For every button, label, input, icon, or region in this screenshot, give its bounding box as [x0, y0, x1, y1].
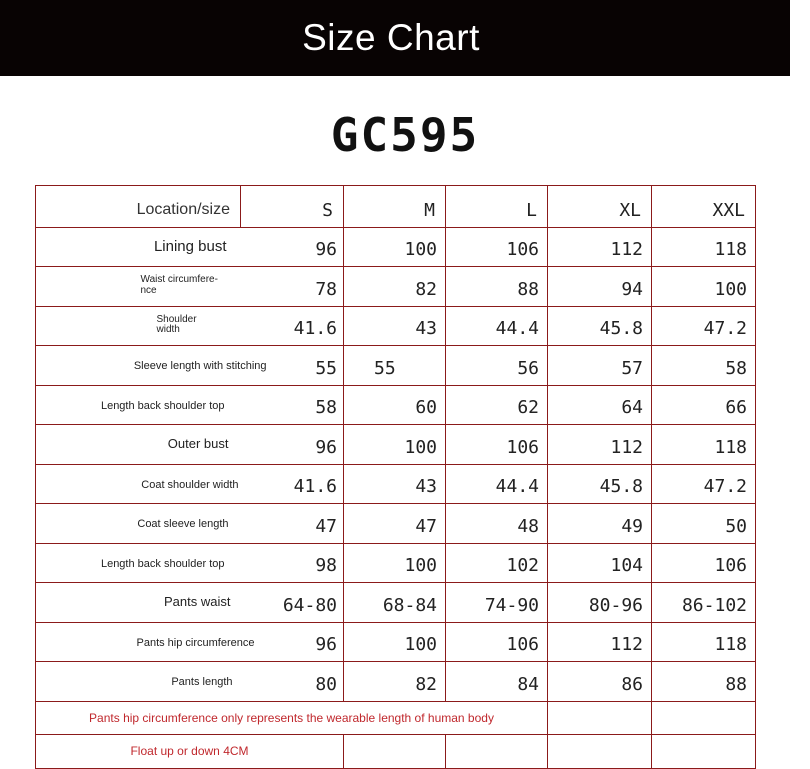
row-label-cell	[36, 346, 267, 386]
table-cell: 106	[652, 543, 756, 583]
table-cell: 80-96	[548, 583, 652, 623]
row-label: Pants hip circumference	[136, 636, 255, 649]
table-cell: 106	[446, 227, 548, 267]
row-label: Sleeve length with stitching	[133, 360, 267, 373]
note-row	[36, 701, 756, 735]
table-cell: 100	[344, 543, 446, 583]
table-cell: 58	[241, 385, 344, 425]
table-row	[36, 306, 756, 346]
empty-cell	[652, 735, 756, 769]
header-bar	[0, 0, 790, 76]
table-cell: 100	[344, 425, 446, 465]
table-cell: 68-84	[344, 583, 446, 623]
table-cell: 106	[446, 622, 548, 662]
table-cell: 84	[446, 662, 548, 702]
table-cell: 96	[241, 622, 344, 662]
page-title: Size Chart	[302, 17, 480, 58]
row-label: Pants length	[171, 676, 233, 689]
table-cell: 112	[548, 622, 652, 662]
table-cell: 78	[241, 267, 344, 307]
row-label: Coat sleeve length	[137, 518, 229, 531]
table-cell: 86-102	[652, 583, 756, 623]
row-label-cell	[36, 306, 241, 346]
size-header-s: S	[241, 186, 344, 228]
table-cell: 45.8	[548, 464, 652, 504]
table-cell: 47	[241, 504, 344, 544]
table-cell: 44.4	[446, 306, 548, 346]
empty-cell	[548, 701, 652, 735]
size-chart-table	[35, 185, 756, 769]
table-cell: 66	[652, 385, 756, 425]
table-cell: 47.2	[652, 464, 756, 504]
note-hip-circumference: Pants hip circumference only represents the wearable length of human body	[36, 701, 548, 735]
table-cell: 41.6	[241, 464, 344, 504]
note-row	[36, 735, 756, 769]
table-row	[36, 543, 756, 583]
empty-cell	[548, 735, 652, 769]
table-cell: 55	[241, 346, 344, 386]
size-header-xxl: XXL	[652, 186, 756, 228]
table-cell: 45.8	[548, 306, 652, 346]
table-cell: 82	[344, 662, 446, 702]
empty-cell	[446, 735, 548, 769]
size-header-xl: XL	[548, 186, 652, 228]
table-cell: 57	[548, 346, 652, 386]
row-label: Outer bust	[167, 436, 229, 452]
row-label: Lining bust	[153, 237, 227, 255]
table-row	[36, 583, 756, 623]
table-cell: 106	[446, 425, 548, 465]
empty-cell	[344, 735, 446, 769]
table-cell: 47.2	[652, 306, 756, 346]
table-cell: 41.6	[241, 306, 344, 346]
row-label: Shoulder width	[156, 313, 197, 335]
table-cell: 80	[241, 662, 344, 702]
row-label-cell	[36, 504, 241, 544]
table-row	[36, 346, 756, 386]
table-cell: 104	[548, 543, 652, 583]
table-cell: 88	[446, 267, 548, 307]
table-row	[36, 267, 756, 307]
row-label: Waist circumfere-nce	[140, 274, 218, 296]
empty-cell	[652, 701, 756, 735]
row-label: Length back shoulder top	[100, 399, 225, 412]
table-row	[36, 385, 756, 425]
table-cell: 48	[446, 504, 548, 544]
table-row	[36, 464, 756, 504]
row-label-cell	[36, 267, 241, 307]
table-cell: 112	[548, 227, 652, 267]
table-cell: 49	[548, 504, 652, 544]
table-cell: 112	[548, 425, 652, 465]
table-cell: 100	[344, 622, 446, 662]
table-cell: 56	[446, 346, 548, 386]
row-label-cell	[36, 425, 241, 465]
row-label-cell	[36, 662, 241, 702]
size-header-m: M	[344, 186, 446, 228]
table-cell: 44.4	[446, 464, 548, 504]
table-row	[36, 504, 756, 544]
row-label: Coat shoulder width	[141, 478, 239, 491]
table-cell: 118	[652, 227, 756, 267]
table-cell: 96	[241, 425, 344, 465]
model-code: GC595	[330, 108, 480, 162]
row-label-cell	[36, 543, 241, 583]
table-cell: 60	[344, 385, 446, 425]
row-label-cell	[36, 622, 255, 662]
table-row	[36, 425, 756, 465]
table-cell: 55	[344, 346, 446, 386]
table-cell: 47	[344, 504, 446, 544]
table-cell: 62	[446, 385, 548, 425]
table-cell: 64	[548, 385, 652, 425]
row-label: Pants waist	[164, 594, 231, 610]
table-cell: 118	[652, 622, 756, 662]
table-cell: 43	[344, 464, 446, 504]
table-cell: 64-80	[241, 583, 344, 623]
row-label-cell	[36, 385, 241, 425]
table-header-row	[36, 186, 756, 228]
table-cell: 82	[344, 267, 446, 307]
table-cell: 100	[344, 227, 446, 267]
table-cell: 43	[344, 306, 446, 346]
table-cell: 96	[241, 227, 344, 267]
table-cell: 100	[652, 267, 756, 307]
table-row	[36, 662, 756, 702]
table-row	[36, 622, 756, 662]
table-cell: 86	[548, 662, 652, 702]
row-label-cell	[36, 464, 241, 504]
row-label: Length back shoulder top	[100, 557, 225, 570]
row-label-cell	[36, 583, 241, 623]
table-cell: 102	[446, 543, 548, 583]
table-row	[36, 227, 756, 267]
table-cell: 118	[652, 425, 756, 465]
note-tolerance: Float up or down 4CM	[36, 735, 344, 769]
size-header-l: L	[446, 186, 548, 228]
table-cell: 88	[652, 662, 756, 702]
table-cell: 94	[548, 267, 652, 307]
table-cell: 74-90	[446, 583, 548, 623]
table-cell: 50	[652, 504, 756, 544]
table-cell: 58	[652, 346, 756, 386]
corner-label: Location/size	[36, 186, 241, 228]
row-label-cell	[36, 227, 241, 267]
table-cell: 98	[241, 543, 344, 583]
